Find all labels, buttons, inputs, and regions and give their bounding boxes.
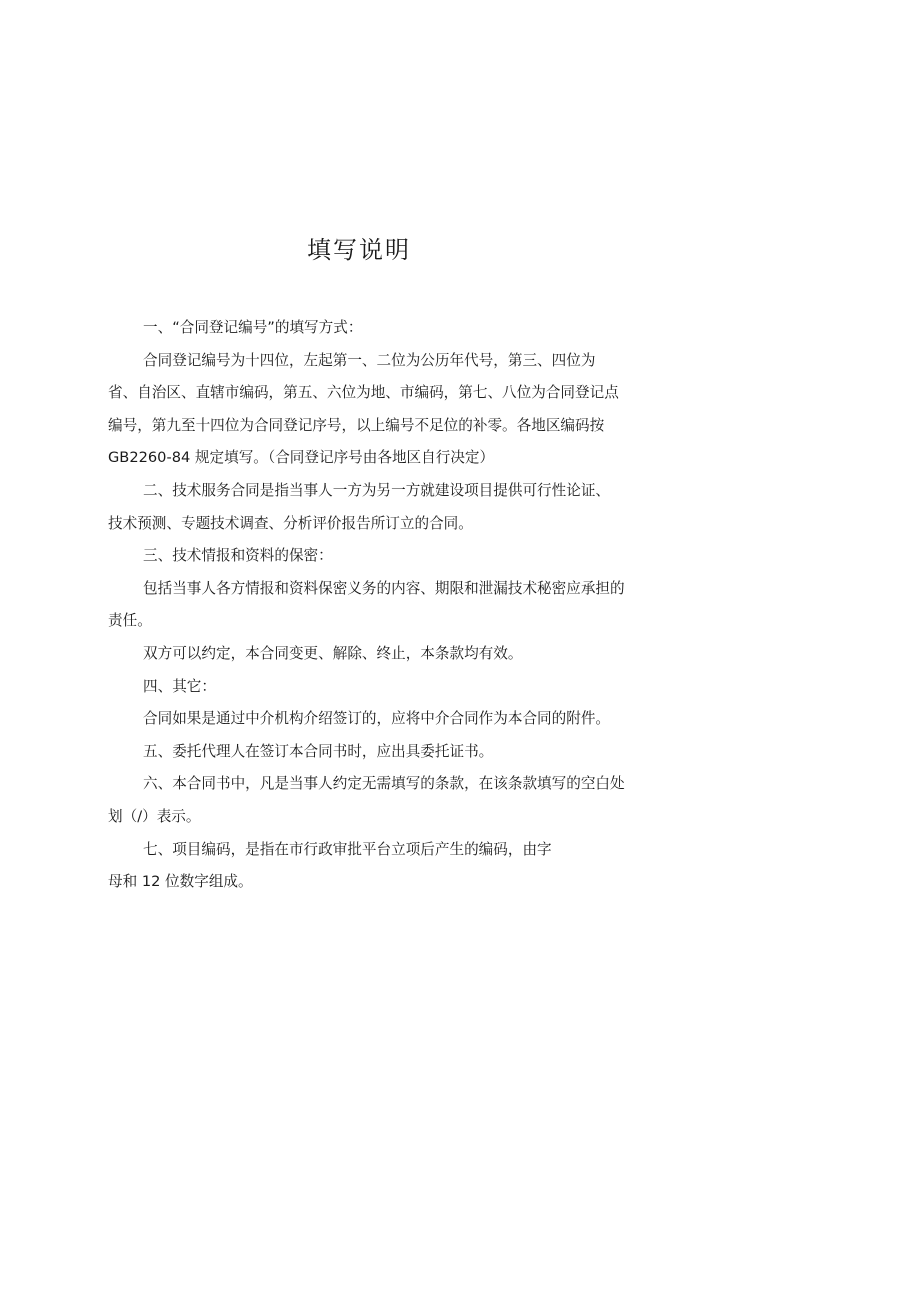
paragraph-line: 三、技术情报和资料的保密：	[143, 547, 333, 565]
paragraph-line: 编号，第九至十四位为合同登记序号，以上编号不足位的补零。各地区编码按	[108, 416, 605, 434]
paragraph-line: 合同登记编号为十四位，左起第一、二位为公历年代号，第三、四位为	[143, 351, 596, 369]
paragraph-line: 包括当事人各方情报和资料保密义务的内容、期限和泄漏技术秘密应承担的	[143, 579, 625, 597]
paragraph-line: 责任。	[108, 612, 152, 630]
paragraph-line: 母和 12 位数字组成。	[108, 873, 253, 891]
paragraph-line: GB2260-84 规定填写。（合同登记序号由各地区自行决定）	[108, 449, 495, 467]
paragraph-line: 七、项目编码，是指在市行政审批平台立项后产生的编码，由字	[143, 840, 552, 858]
paragraph-line: 六、本合同书中，凡是当事人约定无需填写的条款，在该条款填写的空白处	[143, 775, 625, 793]
paragraph-line: 省、自治区、直辖市编码，第五、六位为地、市编码，第七、八位为合同登记点	[108, 384, 619, 402]
page-title: 填写说明	[307, 236, 411, 264]
paragraph-line: 划（/）表示。	[108, 807, 201, 825]
instructions-body	[108, 312, 668, 899]
paragraph-line: 合同如果是通过中介机构介绍签订的，应将中介合同作为本合同的附件。	[143, 710, 611, 728]
paragraph-line: 双方可以约定，本合同变更、解除、终止，本条款均有效。	[143, 644, 523, 662]
paragraph-line: 二、技术服务合同是指当事人一方为另一方就建设项目提供可行性论证、	[143, 481, 611, 499]
paragraph-line: 技术预测、专题技术调查、分析评价报告所订立的合同。	[108, 514, 473, 532]
paragraph-line: 四、其它：	[143, 677, 216, 695]
paragraph-line: 五、委托代理人在签订本合同书时，应出具委托证书。	[143, 742, 494, 760]
paragraph-line: 一、“合同登记编号”的填写方式：	[143, 319, 363, 336]
